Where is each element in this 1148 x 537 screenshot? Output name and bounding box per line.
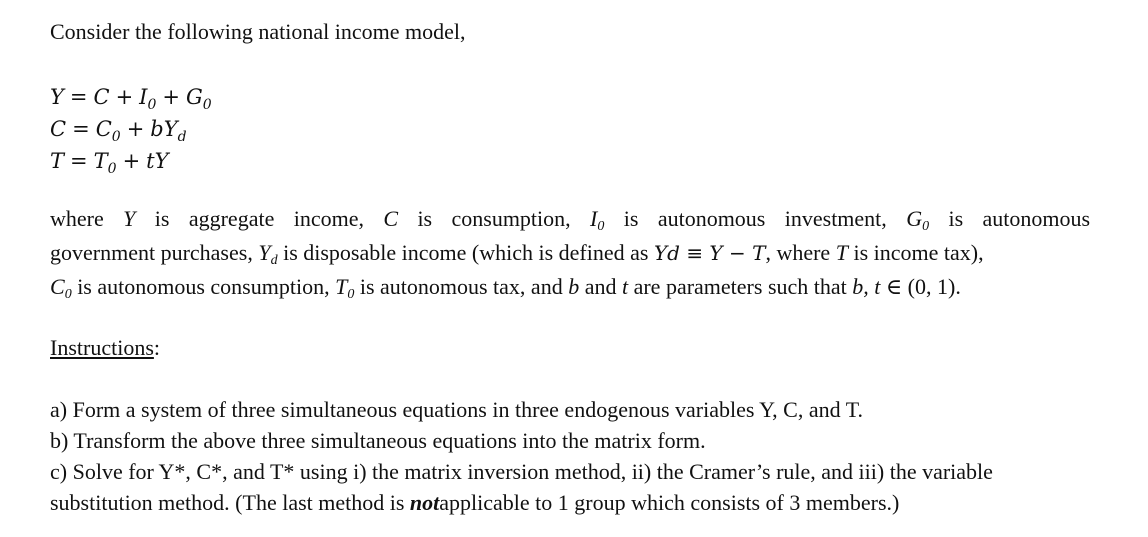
definitions-line-1: where Y is aggregate income, C is consumption, $I_0$ is autonomous investment, $G_0$ is autonomous [50,206,1091,234]
equation-tax: $T = T_0$ + tY [50,149,169,177]
instruction-c-line-2: substitution method. (The last method is notapplicable to 1 group which consists of 3 members.) [50,490,900,515]
definitions-line-2: government purchases, $Y_d$ is disposable income (which is defined as Yd ≡ Y − T, where T is income tax), [50,240,984,268]
instruction-b: b) Transform the above three simultaneous equations into the matrix form. [50,428,706,453]
instruction-c-line-1: c) Solve for Y*, C*, and T* using i) the matrix inversion method, ii) the Cramer’s rule, and iii) the variable [50,459,993,484]
equation-consumption: $C = C_0 + bY_d$ [50,117,187,145]
equation-income: $Y = C + I_0 + G_0$ [50,85,212,113]
instructions-list [50,394,1090,518]
intro-text: Consider the following national income model, [50,19,466,44]
instruction-a: a) Form a system of three simultaneous equations in three endogenous variables Y, C, and T. [50,397,864,422]
disposable-income-formula: Yd ≡ Y − T [653,241,766,265]
definitions-line-3: $C_0$ is autonomous consumption, $T_0$ is autonomous tax, and b and t are parameters such that b, t ∈ (0, 1). [50,274,961,302]
instructions-heading: Instructions: [50,335,161,360]
emphasis-not: not [409,490,440,515]
definitions-paragraph [50,202,1090,304]
